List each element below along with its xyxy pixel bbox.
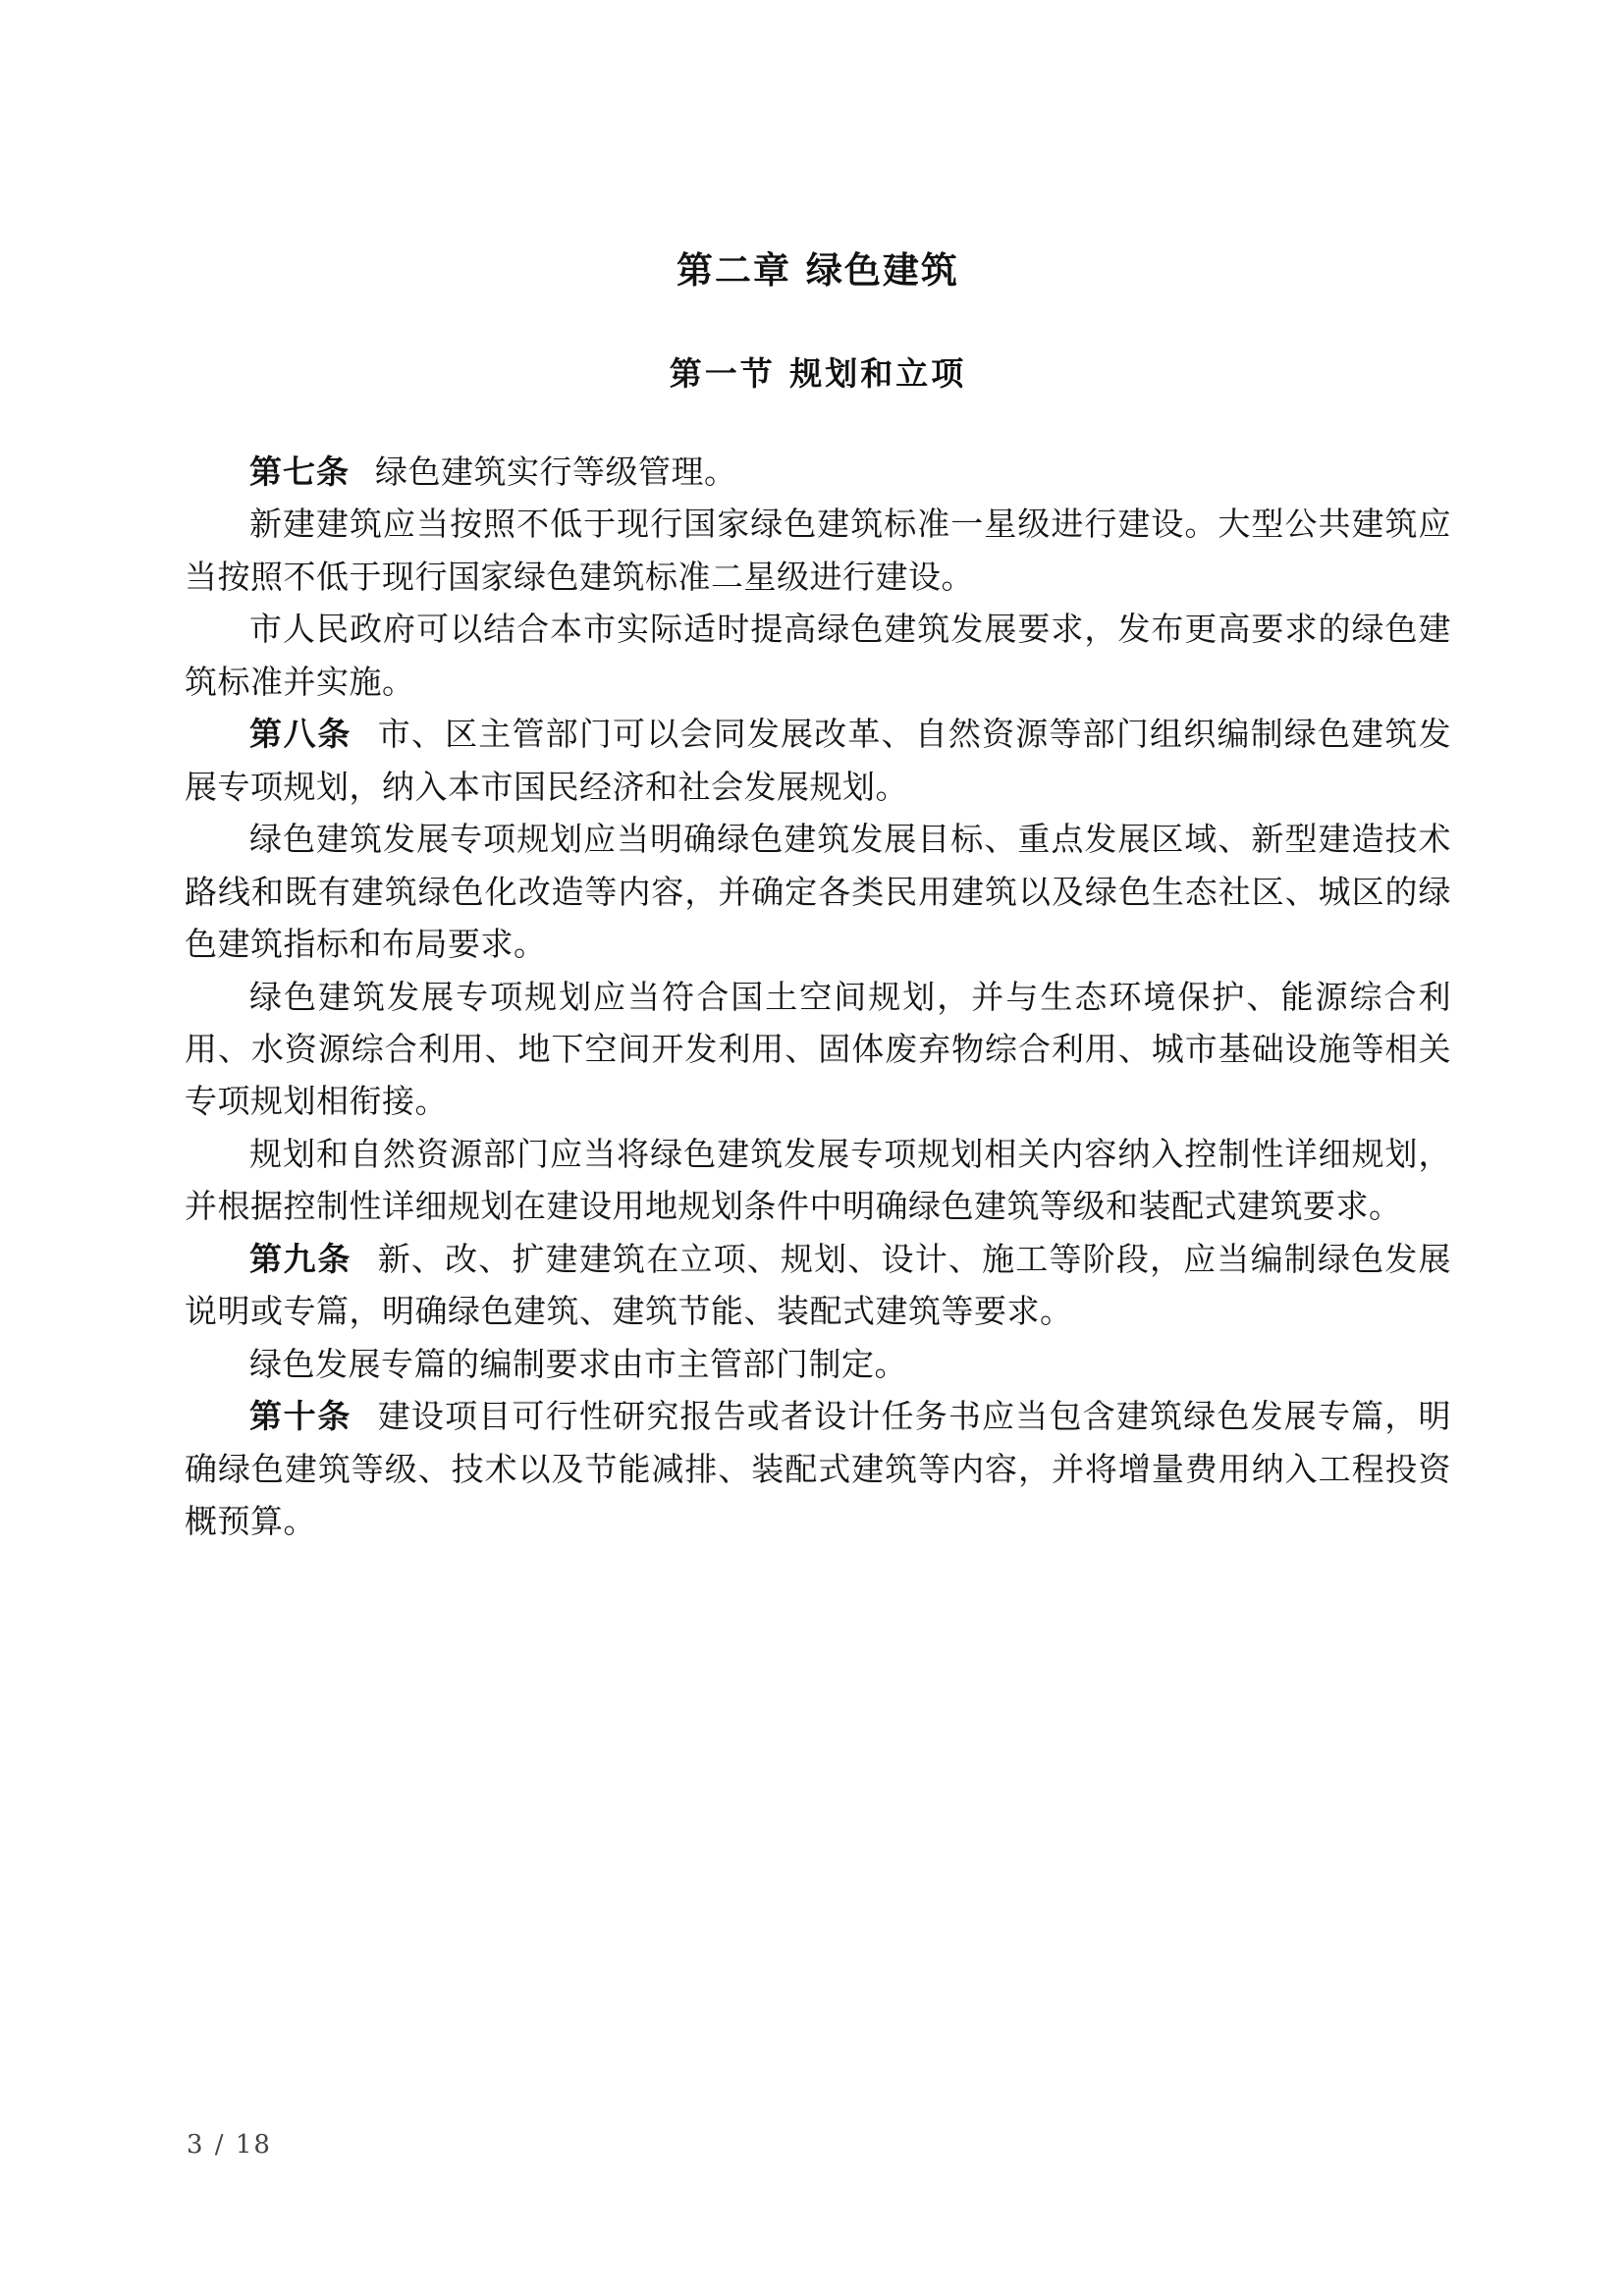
paragraph-article-8 [185,708,1451,813]
chapter-title: 第二章 绿色建筑 [677,249,959,292]
paragraph-article-7 [185,446,1451,498]
paragraph-text: 绿色建筑发展专项规划应当符合国土空间规划，并与生态环境保护、能源综合利用、水资源综合利用、地下空间开发利用、固体废弃物综合利用、城市基础设施等相关专项规划相衔接。 [185,977,1451,1121]
paragraph-text: 绿色建筑发展专项规划应当明确绿色建筑发展目标、重点发展区域、新型建造技术路线和既有建筑绿色化改造等内容，并确定各类民用建筑以及绿色生态社区、城区的绿色建筑指标和布局要求。 [185,820,1451,964]
paragraph-special-plan-content [185,813,1451,970]
paragraph-text: 绿色发展专篇的编制要求由市主管部门制定。 [249,1344,907,1383]
paragraph-text: 建设项目可行性研究报告或者设计任务书应当包含建筑绿色发展专篇，明确绿色建筑等级、技术以及节能减排、装配式建筑等内容，并将增量费用纳入工程投资概预算。 [185,1397,1452,1541]
paragraph-new-building-standard [185,498,1451,603]
paragraph-text: 规划和自然资源部门应当将绿色建筑发展专项规划相关内容纳入控制性详细规划，并根据控制性详细规划在建设用地规划条件中明确绿色建筑等级和装配式建筑要求。 [185,1134,1451,1226]
article-label: 第七条 [249,453,350,491]
paragraph-municipal-government [185,603,1451,708]
paragraph-text: 市人民政府可以结合本市实际适时提高绿色建筑发展要求，发布更高要求的绿色建筑标准并实施。 [185,610,1451,701]
paragraph-text: 绿色建筑实行等级管理。 [375,453,737,491]
paragraph-plan-consistency [185,971,1451,1128]
article-label: 第八条 [249,715,352,754]
page-number: 3 / 18 [187,2130,272,2160]
article-label: 第十条 [249,1397,352,1436]
paragraph-article-10 [185,1390,1451,1547]
section-title: 第一节 规划和立项 [669,354,967,393]
paragraph-text: 新、改、扩建建筑在立项、规划、设计、施工等阶段，应当编制绿色发展说明或专篇，明确绿色建筑、建筑节能、装配式建筑等要求。 [185,1239,1452,1331]
article-label: 第九条 [249,1239,352,1278]
paragraph-text: 市、区主管部门可以会同发展改革、自然资源等部门组织编制绿色建筑发展专项规划，纳入本市国民经济和社会发展规划。 [185,715,1452,806]
document-body [185,240,1451,1548]
paragraph-planning-department [185,1128,1451,1233]
paragraph-text: 新建建筑应当按照不低于现行国家绿色建筑标准一星级进行建设。大型公共建筑应当按照不低于现行国家绿色建筑标准二星级进行建设。 [185,505,1451,596]
paragraph-article-9 [185,1233,1451,1338]
paragraph-green-development-chapter [185,1338,1451,1390]
